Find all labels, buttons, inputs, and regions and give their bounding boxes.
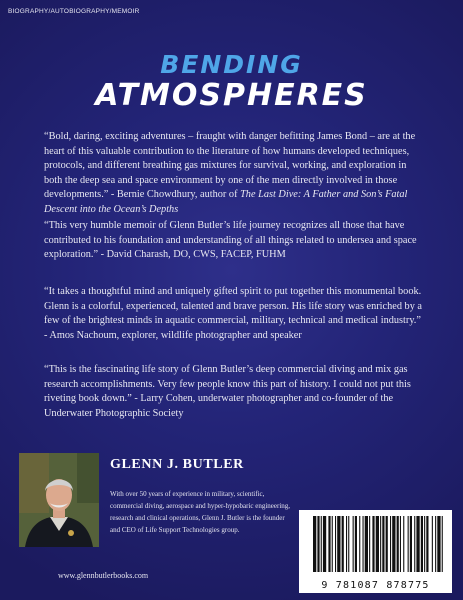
endorsement-quote-1 [44, 130, 423, 218]
endorsement-quote-4: “This is the fascinating life story of Glenn Butler’s deep commercial diving and mix gas research accomplishments. Very few people know this part of history. I could not put this riveting book down.” - Larry Cohen, underwater photographer and co-founder of the Underwater Photographic Society [44, 364, 411, 419]
quote-1-book-title: The Last Dive: A Father and Son’s Fatal Descent into the Ocean’s Depths [44, 189, 408, 215]
genre-label: BIOGRAPHY/AUTOBIOGRAPHY/MEMOIR [8, 8, 140, 15]
website-url[interactable]: www.glennbutlerbooks.com [58, 571, 149, 580]
author-portrait-illustration [19, 453, 99, 547]
author-photo [19, 453, 99, 547]
title-line-1: BENDING [160, 50, 303, 79]
author-name: GLENN J. BUTLER [110, 457, 244, 472]
isbn-digits: 9 781087 878775 [321, 580, 430, 591]
barcode-bars [299, 510, 452, 576]
author-bio: With over 50 years of experience in military, scientific, commercial diving, aerospace and hyper-hypobaric engineering, research and clinical operations, Glenn J. Butler is the founder and CEO of Life Support Technologies group. [110, 490, 291, 534]
endorsement-quote-2: “This very humble memoir of Glenn Butler’s life journey recognizes all those that have contributed to his foundation and understanding of all things related to undersea and space exploration.” - David Charash, DO, CWS, FACEP, FUHM [44, 220, 417, 261]
endorsement-quote-3: “It takes a thoughtful mind and uniquely gifted spirit to put together this monumental book. Glenn is a colorful, experienced, talented and brave person. His life story was enriched by a few of the brightest minds in aquatic commercial, military, technical and medical industry.” - Amos Nachoum, explorer, wildlife photographer and speaker [44, 286, 422, 341]
isbn-barcode [299, 510, 452, 593]
title-line-2: ATMOSPHERES [95, 78, 368, 113]
quote-1-text: “Bold, daring, exciting adventures – fraught with danger befitting James Bond – are at the heart of this valuable contribution to the literature of how humans developed techniques, protocols, and different breathing gas mixtures for survival, working, and exploration in both the deep sea and space environment by one of the men directly involved in those developments.” - Bernie Chowdhury, author of [44, 131, 416, 201]
